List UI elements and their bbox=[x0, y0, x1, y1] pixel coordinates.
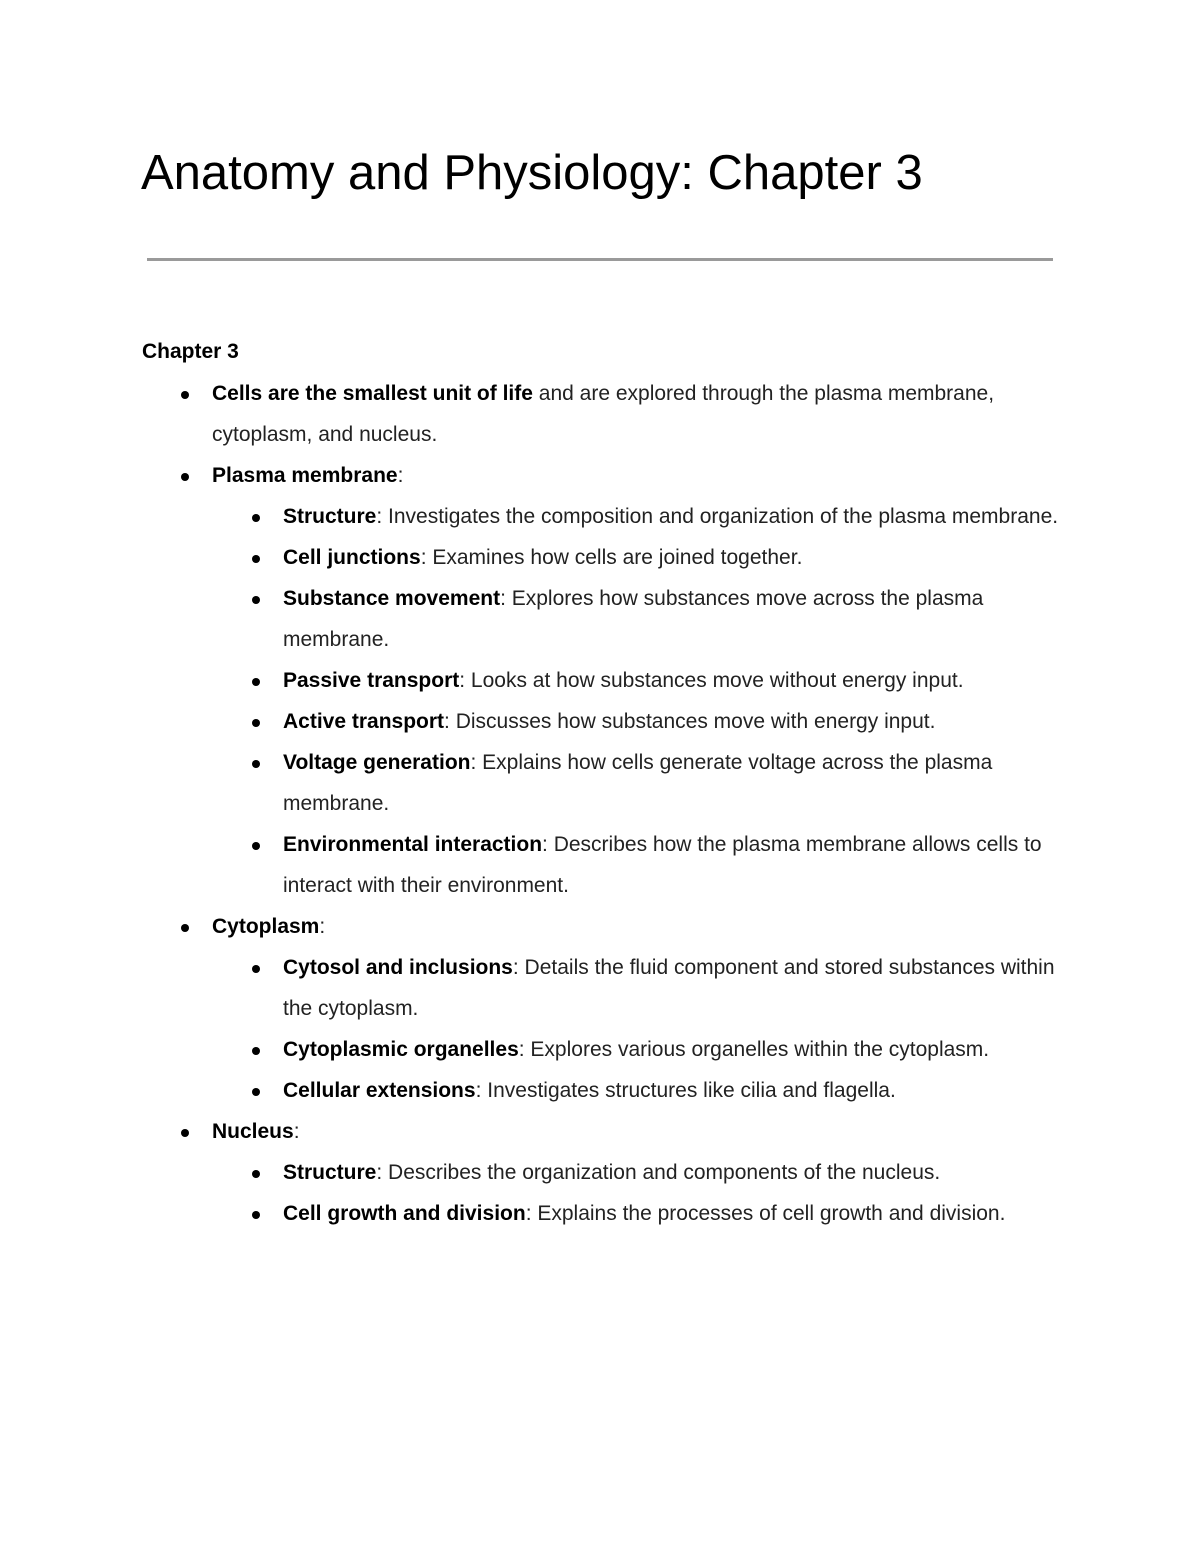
item-text: : Investigates structures like cilia and flagella. bbox=[475, 1079, 896, 1102]
bullet-icon bbox=[252, 514, 260, 522]
item-term: Active transport bbox=[283, 710, 445, 733]
bullet-icon bbox=[252, 760, 260, 768]
item-text: : Discusses how substances move with energy input. bbox=[444, 710, 936, 733]
item-term: Structure bbox=[283, 1161, 377, 1184]
bullet-icon bbox=[252, 678, 260, 686]
item-text: : Examines how cells are joined together. bbox=[420, 546, 803, 569]
title-divider bbox=[147, 258, 1053, 261]
sublist-item bbox=[283, 742, 1062, 824]
sublist-item bbox=[283, 1152, 1062, 1193]
item-term: Cells are the smallest unit of life bbox=[212, 382, 533, 405]
item-term: Cytoplasm bbox=[212, 915, 320, 938]
item-term: Cytosol and inclusions bbox=[283, 956, 513, 979]
sublist-item bbox=[283, 1029, 1062, 1070]
item-term: Plasma membrane bbox=[212, 464, 398, 487]
item-term: Structure bbox=[283, 505, 377, 528]
item-term: Cytoplasmic organelles bbox=[283, 1038, 519, 1061]
bullet-icon bbox=[252, 965, 260, 973]
sublist-item bbox=[283, 660, 1062, 701]
bullet-icon bbox=[181, 1129, 189, 1137]
item-term: Cellular extensions bbox=[283, 1079, 476, 1102]
list-item-nucleus bbox=[212, 1111, 1062, 1234]
sublist-item bbox=[283, 496, 1062, 537]
item-term: Cell junctions bbox=[283, 546, 421, 569]
sublist-item bbox=[283, 578, 1062, 660]
bullet-icon bbox=[252, 555, 260, 563]
bullet-icon bbox=[181, 924, 189, 932]
list-item-cytoplasm bbox=[212, 906, 1062, 1111]
item-term: Nucleus bbox=[212, 1120, 294, 1143]
item-text: : Investigates the composition and organization of the plasma membrane. bbox=[376, 505, 1059, 528]
sublist-item bbox=[283, 947, 1062, 1029]
item-suffix: : bbox=[319, 915, 326, 938]
item-text: : Describes the organization and components of the nucleus. bbox=[376, 1161, 941, 1184]
item-suffix: : bbox=[293, 1120, 300, 1143]
bullet-icon bbox=[252, 1047, 260, 1055]
bullet-icon bbox=[181, 473, 189, 481]
section-heading: Chapter 3 bbox=[142, 340, 239, 363]
item-text: : Describes how the plasma membrane allows cells to interact with their environment. bbox=[283, 833, 1042, 897]
item-text: : Looks at how substances move without energy input. bbox=[459, 669, 964, 692]
item-text: : Details the fluid component and stored substances within the cytoplasm. bbox=[283, 956, 1055, 1020]
item-term: Substance movement bbox=[283, 587, 501, 610]
item-suffix: : bbox=[397, 464, 404, 487]
list-item-intro bbox=[212, 373, 1062, 455]
item-text: : Explores how substances move across the plasma membrane. bbox=[283, 587, 984, 651]
item-term: Passive transport bbox=[283, 669, 460, 692]
item-text: : Explains how cells generate voltage across the plasma membrane. bbox=[283, 751, 993, 815]
sublist-item bbox=[283, 1193, 1062, 1234]
item-term: Voltage generation bbox=[283, 751, 471, 774]
bullet-icon bbox=[252, 1088, 260, 1096]
plasma-membrane-sublist bbox=[212, 496, 1062, 906]
item-term: Cell growth and division bbox=[283, 1202, 526, 1225]
bullet-icon bbox=[252, 1170, 260, 1178]
sublist-item bbox=[283, 1070, 1062, 1111]
item-term: Environmental interaction bbox=[283, 833, 543, 856]
sublist-item bbox=[283, 824, 1062, 906]
chapter-outline bbox=[212, 373, 1062, 1234]
sublist-item bbox=[283, 701, 1062, 742]
nucleus-sublist bbox=[212, 1152, 1062, 1234]
page-title: Anatomy and Physiology: Chapter 3 bbox=[141, 146, 923, 200]
bullet-icon bbox=[252, 719, 260, 727]
bullet-icon bbox=[252, 1211, 260, 1219]
item-text: : Explains the processes of cell growth and division. bbox=[525, 1202, 1006, 1225]
sublist-item bbox=[283, 537, 1062, 578]
item-text: and are explored through the plasma membrane, cytoplasm, and nucleus. bbox=[212, 382, 995, 446]
item-text: : Explores various organelles within the cytoplasm. bbox=[518, 1038, 990, 1061]
list-item-plasma-membrane bbox=[212, 455, 1062, 906]
bullet-icon bbox=[181, 391, 189, 399]
cytoplasm-sublist bbox=[212, 947, 1062, 1111]
bullet-icon bbox=[252, 596, 260, 604]
bullet-icon bbox=[252, 842, 260, 850]
